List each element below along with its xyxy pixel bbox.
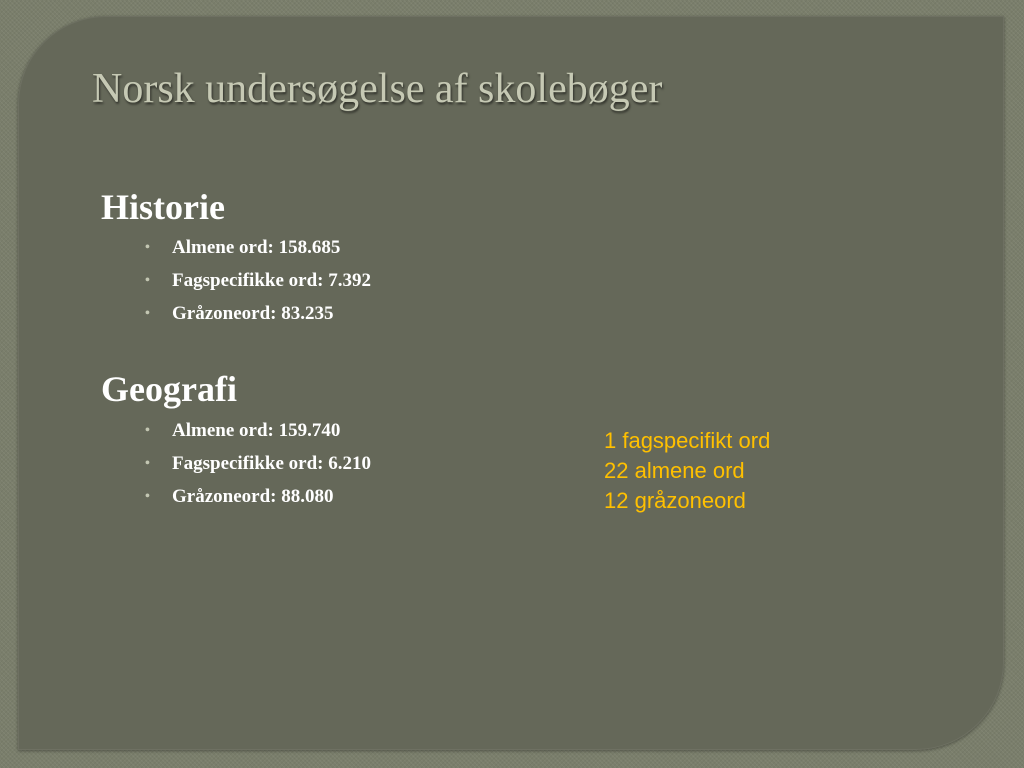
list-item-text: Gråzoneord: 88.080 [172,485,334,507]
list-item [145,480,371,513]
bullet-icon: • [145,305,150,321]
list-item-text: Gråzoneord: 83.235 [172,302,334,324]
callout-line-fagspecifikt: 1 fagspecifikt ord [604,428,771,453]
callout-text-box [604,426,770,516]
slide-title: Norsk undersøgelse af skolebøger [92,66,663,112]
bullet-icon: • [145,422,150,438]
list-item [145,231,371,264]
list-item [145,297,371,330]
bullet-icon: • [145,455,150,471]
bullet-icon: • [145,488,150,504]
section-heading-geografi: Geografi [101,369,237,409]
list-item-text: Almene ord: 158.685 [172,236,341,258]
list-item-text: Fagspecifikke ord: 6.210 [172,452,371,474]
historie-bullet-list [145,231,371,330]
section-heading-historie: Historie [101,187,225,227]
bullet-icon: • [145,239,150,255]
list-item [145,264,371,297]
list-item [145,447,371,480]
geografi-bullet-list [145,414,371,513]
callout-line-grazone: 12 gråzoneord [604,488,746,513]
callout-line-almene: 22 almene ord [604,458,745,483]
bullet-icon: • [145,272,150,288]
list-item-text: Almene ord: 159.740 [172,419,341,441]
list-item [145,414,371,447]
list-item-text: Fagspecifikke ord: 7.392 [172,269,371,291]
